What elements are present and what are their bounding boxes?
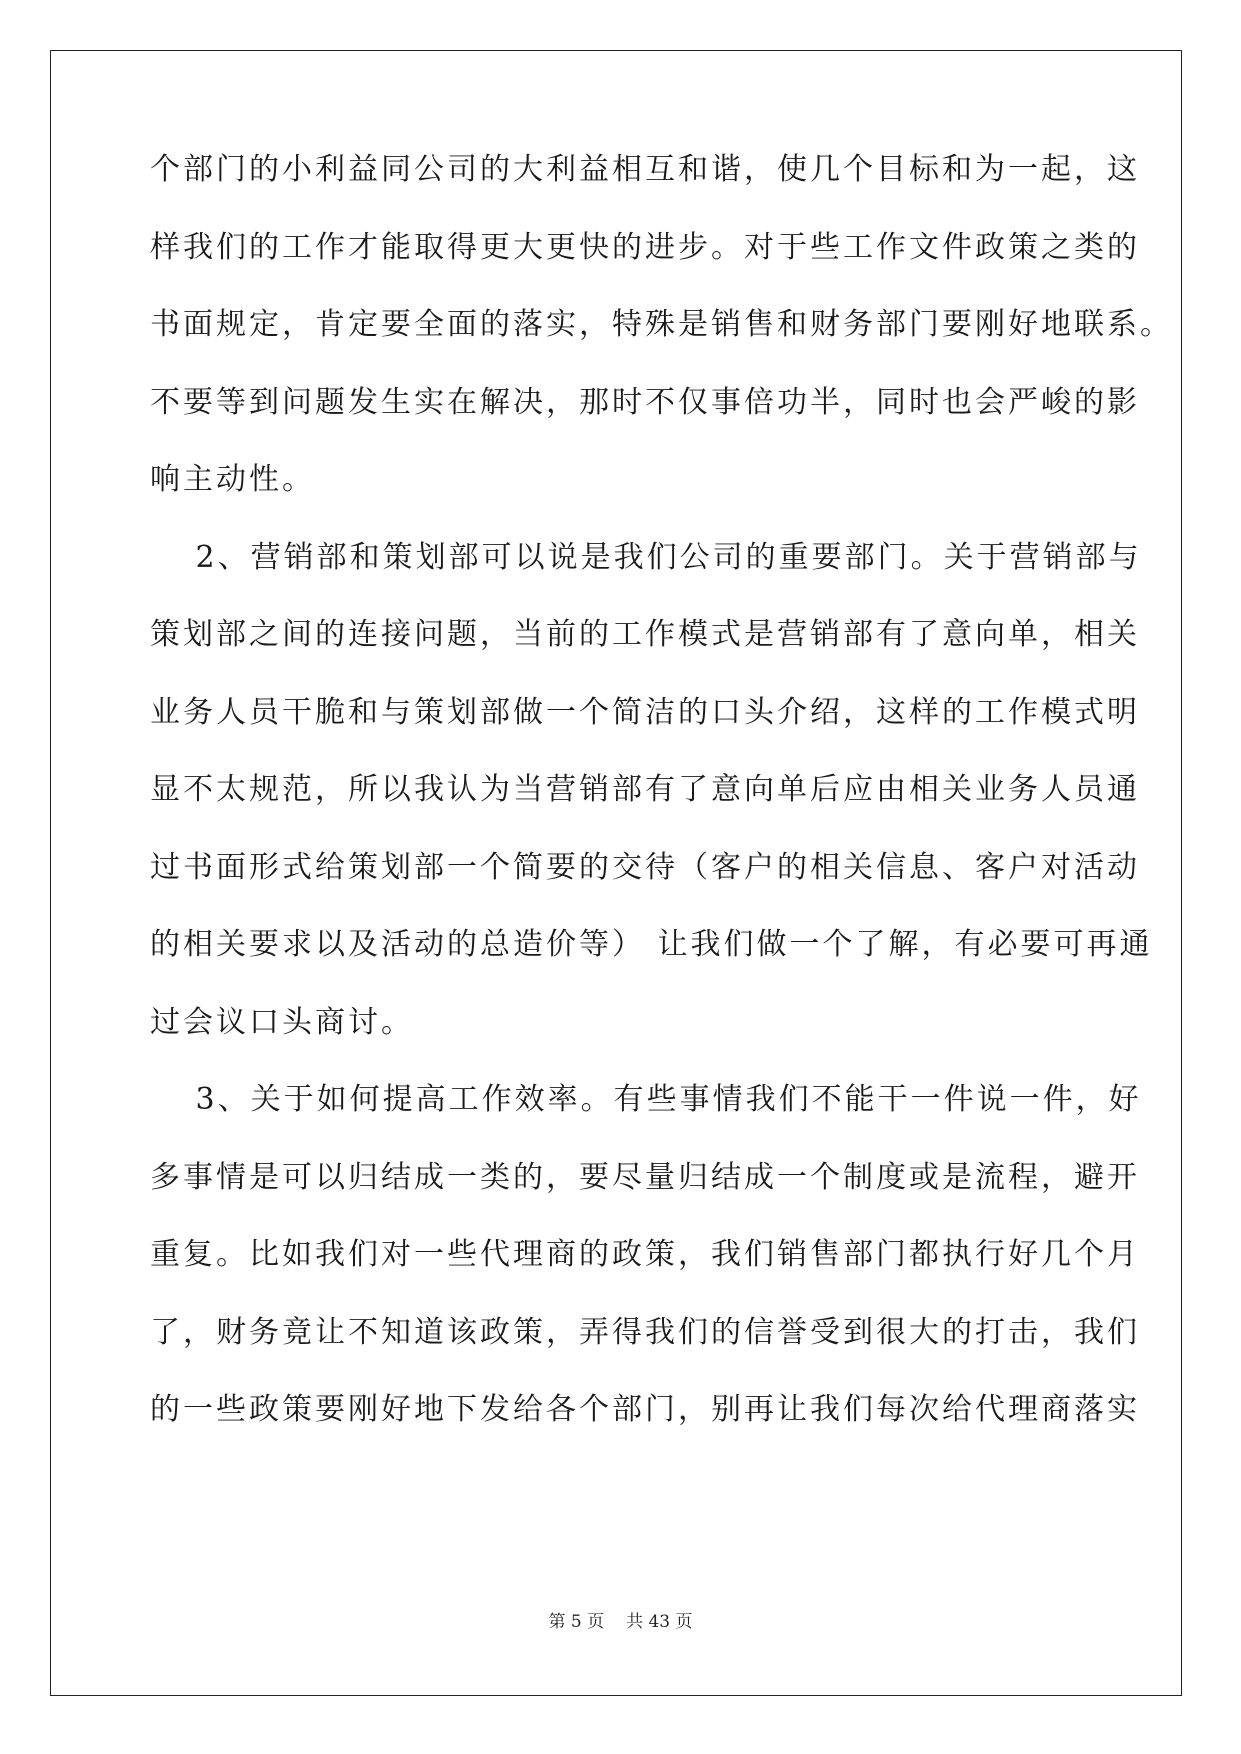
text-line: 过会议口头商讨。 (150, 1005, 414, 1040)
text-line: 业务人员干脆和与策划部做一个简洁的口头介绍，这样的工作模式明 (150, 695, 1140, 730)
text-line: 不要等到问题发生实在解决，那时不仅事倍功半，同时也会严峻的影 (150, 385, 1140, 420)
text-line: 个部门的小利益同公司的大利益相互和谐，使几个目标和为一起，这 (150, 152, 1140, 187)
text-line: 2、营销部和策划部可以说是我们公司的重要部门。关于营销部与 (150, 540, 1142, 575)
text-line: 重复。比如我们对一些代理商的政策，我们销售部门都执行好几个月 (150, 1237, 1140, 1272)
text-line: 3、关于如何提高工作效率。有些事情我们不能干一件说一件，好 (150, 1082, 1142, 1117)
text-line: 样我们的工作才能取得更大更快的进步。对于些工作文件政策之类的 (150, 230, 1140, 265)
total-pages: 共 43 页 (626, 1612, 693, 1632)
text-line: 策划部之间的连接问题，当前的工作模式是营销部有了意向单，相关 (150, 617, 1140, 652)
text-line: 了，财务竟让不知道该政策，弄得我们的信誉受到很大的打击，我们 (150, 1315, 1140, 1350)
page-footer (0, 1610, 1241, 1634)
page-number: 第 5 页 (548, 1612, 605, 1632)
text-line: 显不太规范，所以我认为当营销部有了意向单后应由相关业务人员通 (150, 772, 1140, 807)
text-line: 过书面形式给策划部一个简要的交待（客户的相关信息、客户对活动 (150, 850, 1140, 885)
text-line: 响主动性。 (150, 462, 315, 497)
text-line: 多事情是可以归结成一类的，要尽量归结成一个制度或是流程，避开 (150, 1160, 1140, 1195)
text-line: 的相关要求以及活动的总造价等） 让我们做一个了解，有必要可再通 (150, 927, 1153, 962)
text-line: 的一些政策要刚好地下发给各个部门，别再让我们每次给代理商落实 (150, 1392, 1140, 1427)
text-line: 书面规定，肯定要全面的落实，特殊是销售和财务部门要刚好地联系。 (150, 307, 1173, 342)
